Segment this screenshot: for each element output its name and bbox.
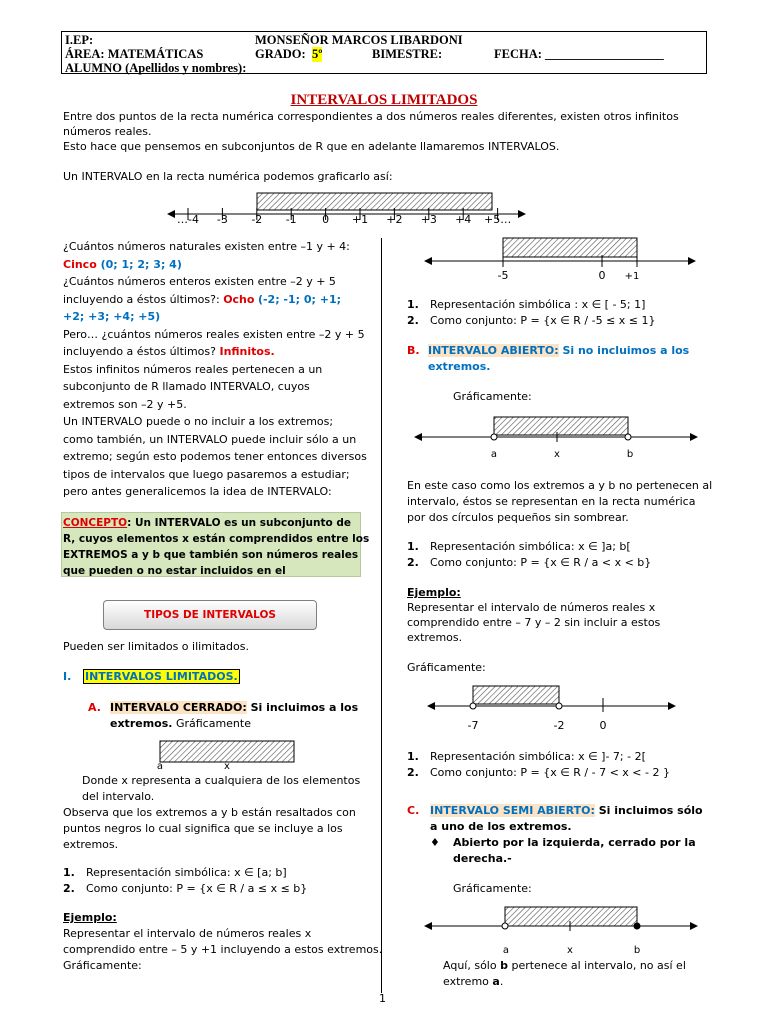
b-desc-1: Si no incluimos a los: [558, 344, 690, 357]
rep-text: Representación simbólica: x ∈ [a; b]: [86, 866, 287, 879]
b-title: INTERVALO ABIERTO:: [428, 344, 559, 357]
rep3-number: 1.: [407, 750, 419, 763]
a-graf: Gráficamente: [172, 717, 251, 730]
para-line-2: subconjunto de R llamado INTERVALO, cuyos: [63, 380, 310, 393]
right-ejemplo-title: Ejemplo:: [407, 586, 461, 599]
header-school: MONSEÑOR MARCOS LIBARDONI: [255, 33, 463, 47]
tipos-box: TIPOS DE INTERVALOS: [103, 600, 317, 630]
b-para-1: En este caso como los extremos a y b no pertenecen al: [407, 479, 713, 492]
aqui-b: b: [500, 959, 508, 972]
open-label-a: a: [490, 449, 498, 460]
q3b-text: incluyendo a éstos últimos?: [63, 345, 220, 358]
semi-open-interval-diagram: [415, 904, 705, 956]
c-bullet-icon: ♦: [430, 836, 440, 849]
q2a-text: ¿Cuántos números enteros existen entre –2 y + 5: [63, 275, 336, 288]
column-divider: [381, 238, 382, 993]
donde-line-1: Donde x representa a cualquiera de los elementos: [82, 774, 361, 787]
header-alumno: ALUMNO (Apellidos y nombres):: [65, 61, 247, 75]
q1-text: ¿Cuántos números naturales existen entre –1 y + 4:: [63, 240, 350, 253]
concept-line-4: que pueden o no estar incluidos en el: [63, 565, 286, 577]
a-desc-2: extremos.: [110, 717, 173, 730]
a2-set-2: +2; +3; +4; +5): [63, 310, 161, 323]
header-fecha: FECHA: ___________________: [494, 47, 664, 61]
conj2-number: 2.: [407, 556, 419, 569]
para-line-4: Un INTERVALO puede o no incluir a los extremos;: [63, 415, 334, 428]
a-desc-1: Si incluimos a los: [246, 701, 359, 714]
semi-label-a: a: [502, 945, 510, 956]
main-line-label: +2: [386, 213, 403, 226]
semi-open-bar: [505, 907, 637, 926]
open-circle-a: [491, 434, 497, 440]
page-title: INTERVALOS LIMITADOS: [290, 92, 478, 108]
para-line-6: extremo; según esto podemos tener entonces diversos: [63, 450, 367, 463]
example-open-bar: [473, 686, 559, 704]
header-iep: I.EP:: [65, 33, 94, 47]
intro-line-3: Esto hace que pensemos en subconjuntos de R que en adelante llamaremos INTERVALOS.: [63, 140, 560, 153]
intro-line-1: Entre dos puntos de la recta numérica correspondientes a dos números reales diferentes, existen otros infinitos: [63, 110, 679, 123]
concept-line-1: : Un INTERVALO es un subconjunto de: [127, 517, 352, 529]
a2-set-1: (-2; -1; 0; +1;: [257, 293, 342, 306]
concept-line-2: R, cuyos elementos x están comprendidos entre los: [63, 533, 370, 545]
b-letter: B.: [407, 344, 420, 357]
main-line-label: +4: [455, 213, 472, 226]
main-line-label: -2: [251, 213, 263, 226]
header-grado-value: 5º: [312, 47, 323, 61]
c-desc-1: Si incluimos sólo: [594, 804, 703, 817]
open-circle-b: [625, 434, 631, 440]
q2b-text: incluyendo a éstos últimos?:: [63, 293, 224, 306]
header-area: ÁREA: MATEMÁTICAS: [65, 47, 204, 61]
main-line-label: 0: [322, 213, 330, 226]
ex1-label-0: 0: [598, 269, 606, 282]
rep2-number: 1.: [407, 540, 419, 553]
circle-minus7: [470, 703, 476, 709]
a-title: INTERVALO CERRADO:: [110, 701, 247, 714]
rep2-text: Representación simbólica: x ∈ ]a; b[: [430, 540, 631, 553]
main-line-label: …-4: [177, 213, 199, 226]
closed-interval-label-x: x: [224, 761, 230, 770]
conj1-text: Como conjunto: P = {x ∈ R / -5 ≤ x ≤ 1}: [430, 314, 656, 327]
donde-line-2: del intervalo.: [82, 790, 155, 803]
a1-set: (0; 1; 2; 3; 4): [100, 258, 182, 271]
c-desc-2: a uno de los extremos.: [430, 820, 572, 833]
left-ejemplo-line-1: Representar el intervalo de números reales x: [63, 927, 312, 940]
semi-label-x: x: [567, 945, 573, 956]
c-sub-1: Abierto por la izquierda, cerrado por la: [453, 836, 696, 849]
right-ejemplo-graf: Gráficamente:: [407, 661, 486, 674]
para-line-5: como también, un INTERVALO puede incluir sólo a un: [63, 433, 357, 446]
para-line-3: extremos son –2 y +5.: [63, 398, 187, 411]
intro-line-2: números reales.: [63, 125, 152, 138]
main-line-label: -3: [216, 213, 228, 226]
para-line-7: tipos de intervalos que luego pasaremos a estudiar;: [63, 468, 350, 481]
closed-interval-label-a: a: [156, 761, 164, 770]
semi-label-b: b: [633, 945, 641, 956]
pueden-text: Pueden ser limitados o ilimitados.: [63, 640, 249, 653]
closed-interval-bar: [160, 741, 294, 762]
right-ejemplo-line-1: Representar el intervalo de números reales x: [407, 601, 656, 614]
main-line-label: +5…: [483, 213, 512, 226]
sec1-title: INTERVALOS LIMITADOS.: [85, 670, 238, 683]
conj-text: Como conjunto: P = {x ∈ R / a ≤ x ≤ b}: [86, 882, 308, 895]
b-para-3: por dos círculos pequeños sin sombrear.: [407, 511, 629, 524]
ex1-label-plus1: +1: [624, 271, 640, 282]
header-bimestre: BIMESTRE:: [372, 47, 443, 61]
a1-word: Cinco: [63, 258, 97, 271]
intro-line-4: Un INTERVALO en la recta numérica podemos graficarlo así:: [63, 170, 393, 183]
a2-word: Ocho: [223, 293, 255, 306]
concept-line-3: EXTREMOS a y b que también son números reales: [63, 549, 359, 561]
c-title: INTERVALO SEMI ABIERTO:: [430, 804, 595, 817]
open-interval-diagram: [405, 412, 705, 462]
left-ejemplo-line-2: comprendido entre – 5 y +1 incluyendo a estos extremos.: [63, 943, 383, 956]
c-letter: C.: [407, 804, 420, 817]
b-graf: Gráficamente:: [453, 390, 532, 403]
example-closed-line: [420, 235, 700, 285]
ex2-label-minus2: -2: [553, 719, 565, 732]
example-open-line: [420, 682, 680, 734]
left-ejemplo-line-3: Gráficamente:: [63, 959, 142, 972]
aqui-3: extremo: [443, 975, 493, 988]
example-closed-bar: [503, 238, 637, 257]
header-grado-label: GRADO:: [255, 47, 306, 61]
header-box: [61, 31, 707, 74]
right-ejemplo-line-2: comprendido entre – 7 y – 2 sin incluir a estos: [407, 616, 661, 629]
sec1-number: I.: [63, 670, 72, 683]
obs-line-1: Observa que los extremos a y b están resaltados con: [63, 806, 356, 819]
c-graf: Gráficamente:: [453, 882, 532, 895]
obs-line-2: puntos negros lo cual significa que se incluye a los: [63, 822, 343, 835]
ex1-label-minus5: -5: [497, 269, 509, 282]
number-line-main: [160, 188, 530, 228]
semi-open-circle-a: [502, 923, 508, 929]
a-letter: A.: [88, 701, 101, 714]
concept-label: CONCEPTO: [63, 517, 128, 529]
aqui-1: Aquí, sólo: [443, 959, 501, 972]
ex2-label-minus7: -7: [467, 719, 479, 732]
circle-minus2: [556, 703, 562, 709]
aqui-a: a: [492, 975, 500, 988]
conj2-text: Como conjunto: P = {x ∈ R / a < x < b}: [430, 556, 652, 569]
c-sub-2: derecha.-: [453, 852, 512, 865]
main-line-label: +1: [351, 213, 369, 226]
conj3-number: 2.: [407, 766, 419, 779]
closed-interval-diagram: [150, 735, 310, 770]
conj-number: 2.: [63, 882, 75, 895]
open-label-x: x: [554, 449, 560, 460]
open-interval-bar: [494, 417, 628, 435]
rep1-number: 1.: [407, 298, 419, 311]
semi-closed-dot-b: [634, 923, 640, 929]
obs-line-3: extremos.: [63, 838, 119, 851]
left-ejemplo-title: Ejemplo:: [63, 911, 117, 924]
main-line-label: -1: [285, 213, 297, 226]
main-line-label: +3: [420, 213, 437, 226]
ex2-label-0: 0: [599, 719, 607, 732]
rep-number: 1.: [63, 866, 75, 879]
conj1-number: 2.: [407, 314, 419, 327]
page-number: 1: [379, 992, 386, 1005]
q3a-text: Pero… ¿cuántos números reales existen entre –2 y + 5: [63, 328, 365, 341]
right-ejemplo-line-3: extremos.: [407, 631, 463, 644]
conj3-text: Como conjunto: P = {x ∈ R / - 7 < x < - 2 }: [430, 766, 670, 779]
rep3-text: Representación simbólica: x ∈ ]- 7; - 2[: [430, 750, 646, 763]
aqui-2: pertenece al intervalo, no así el: [507, 959, 686, 972]
a3-word: Infinitos.: [219, 345, 275, 358]
para-line-8: pero antes generalicemos la idea de INTERVALO:: [63, 485, 332, 498]
open-label-b: b: [626, 449, 634, 460]
rep1-text: Representación simbólica : x ∈ [ - 5; 1]: [430, 298, 646, 311]
interval-bar: [257, 193, 492, 210]
aqui-end: .: [499, 975, 504, 988]
b-para-2: intervalo, éstos se representan en la recta numérica: [407, 495, 696, 508]
b-desc-2: extremos.: [428, 360, 491, 373]
para-line-1: Estos infinitos números reales pertenecen a un: [63, 363, 323, 376]
